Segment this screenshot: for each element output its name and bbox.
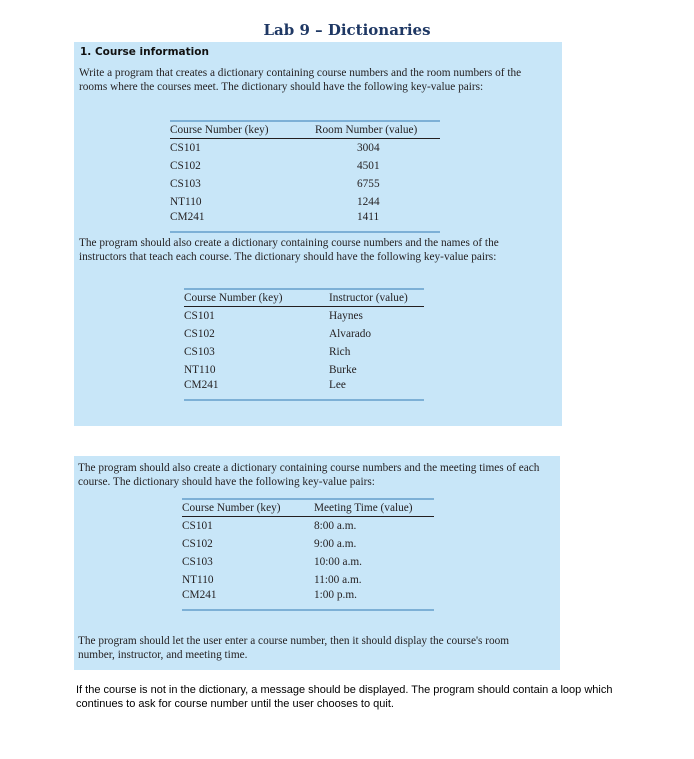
intro-paragraph: Write a program that creates a dictionary containing course numbers and the room numbers of the rooms where the courses meet. The dictionary should have the following key-value pairs: [79, 67, 522, 93]
table-row [184, 307, 424, 326]
table-row [184, 325, 424, 343]
course-number-cell: CM241 [182, 589, 314, 610]
meeting-time-cell: 9:00 a.m. [314, 538, 357, 550]
footer-note: If the course is not in the dictionary, a message should be displayed. The program should contain a loop which continues to ask for course number until the user chooses to quit. [76, 684, 613, 710]
course-number-cell: NT110 [170, 196, 202, 208]
table-row [182, 535, 434, 553]
instructor-cell: Rich [329, 346, 351, 358]
column-header: Course Number (key) [184, 289, 329, 307]
table-row [184, 343, 424, 361]
instructor-cell: Burke [329, 364, 357, 376]
room-number-cell: 3004 [357, 142, 380, 154]
instructor-cell: Haynes [329, 310, 363, 322]
instructors-table [184, 288, 424, 401]
column-header: Meeting Time (value) [314, 499, 434, 517]
room-number-cell: 6755 [357, 178, 380, 190]
course-number-cell: CS101 [184, 310, 215, 322]
room-number-cell: 4501 [357, 160, 380, 172]
room-number-cell: 1411 [315, 211, 440, 232]
column-header: Room Number (value) [315, 121, 440, 139]
course-number-cell: CS102 [184, 328, 215, 340]
instructor-cell: Alvarado [329, 328, 372, 340]
instructor-cell: Lee [329, 379, 424, 400]
times-paragraph: The program should also create a dictionary containing course numbers and the meeting times of each course. The dictionary should have the following key-value pairs: [78, 462, 540, 488]
course-number-cell: CS103 [184, 346, 215, 358]
course-information-panel [74, 42, 562, 426]
meeting-time-cell: 1:00 p.m. [314, 589, 434, 610]
closing-paragraph: The program should let the user enter a course number, then it should display the course's room number, instructor, and meeting time. [78, 635, 510, 661]
table-header-row [184, 289, 424, 307]
table-row [170, 175, 440, 193]
column-header: Course Number (key) [170, 121, 315, 139]
table-row [184, 379, 424, 400]
instructors-paragraph: The program should also create a dictionary containing course numbers and the names of the instructors that teach each course. The dictionary should have the following key-value pairs: [79, 237, 499, 263]
room-number-cell: 1244 [357, 196, 380, 208]
page-title: Lab 9 – Dictionaries [263, 21, 431, 39]
meeting-times-panel [74, 456, 560, 670]
table-row [184, 361, 424, 379]
meeting-time-cell: 11:00 a.m. [314, 574, 362, 586]
rooms-table [170, 120, 440, 233]
table-row [182, 553, 434, 571]
table-row [182, 517, 434, 536]
table-header-row [170, 121, 440, 139]
course-number-cell: CS101 [182, 520, 213, 532]
column-header: Course Number (key) [182, 499, 314, 517]
course-number-cell: CM241 [184, 379, 329, 400]
section-heading: 1. Course information [80, 46, 209, 58]
meeting-time-cell: 8:00 a.m. [314, 520, 357, 532]
course-number-cell: NT110 [182, 574, 214, 586]
meeting-times-table [182, 498, 434, 611]
table-row [170, 211, 440, 232]
column-header: Instructor (value) [329, 289, 424, 307]
table-row [182, 589, 434, 610]
course-number-cell: CS103 [182, 556, 213, 568]
course-number-cell: CS103 [170, 178, 201, 190]
table-row [182, 571, 434, 589]
course-number-cell: CS102 [182, 538, 213, 550]
course-number-cell: CS102 [170, 160, 201, 172]
table-row [170, 139, 440, 158]
course-number-cell: CS101 [170, 142, 201, 154]
table-header-row [182, 499, 434, 517]
table-row [170, 157, 440, 175]
course-number-cell: CM241 [170, 211, 315, 232]
course-number-cell: NT110 [184, 364, 216, 376]
meeting-time-cell: 10:00 a.m. [314, 556, 363, 568]
table-row [170, 193, 440, 211]
